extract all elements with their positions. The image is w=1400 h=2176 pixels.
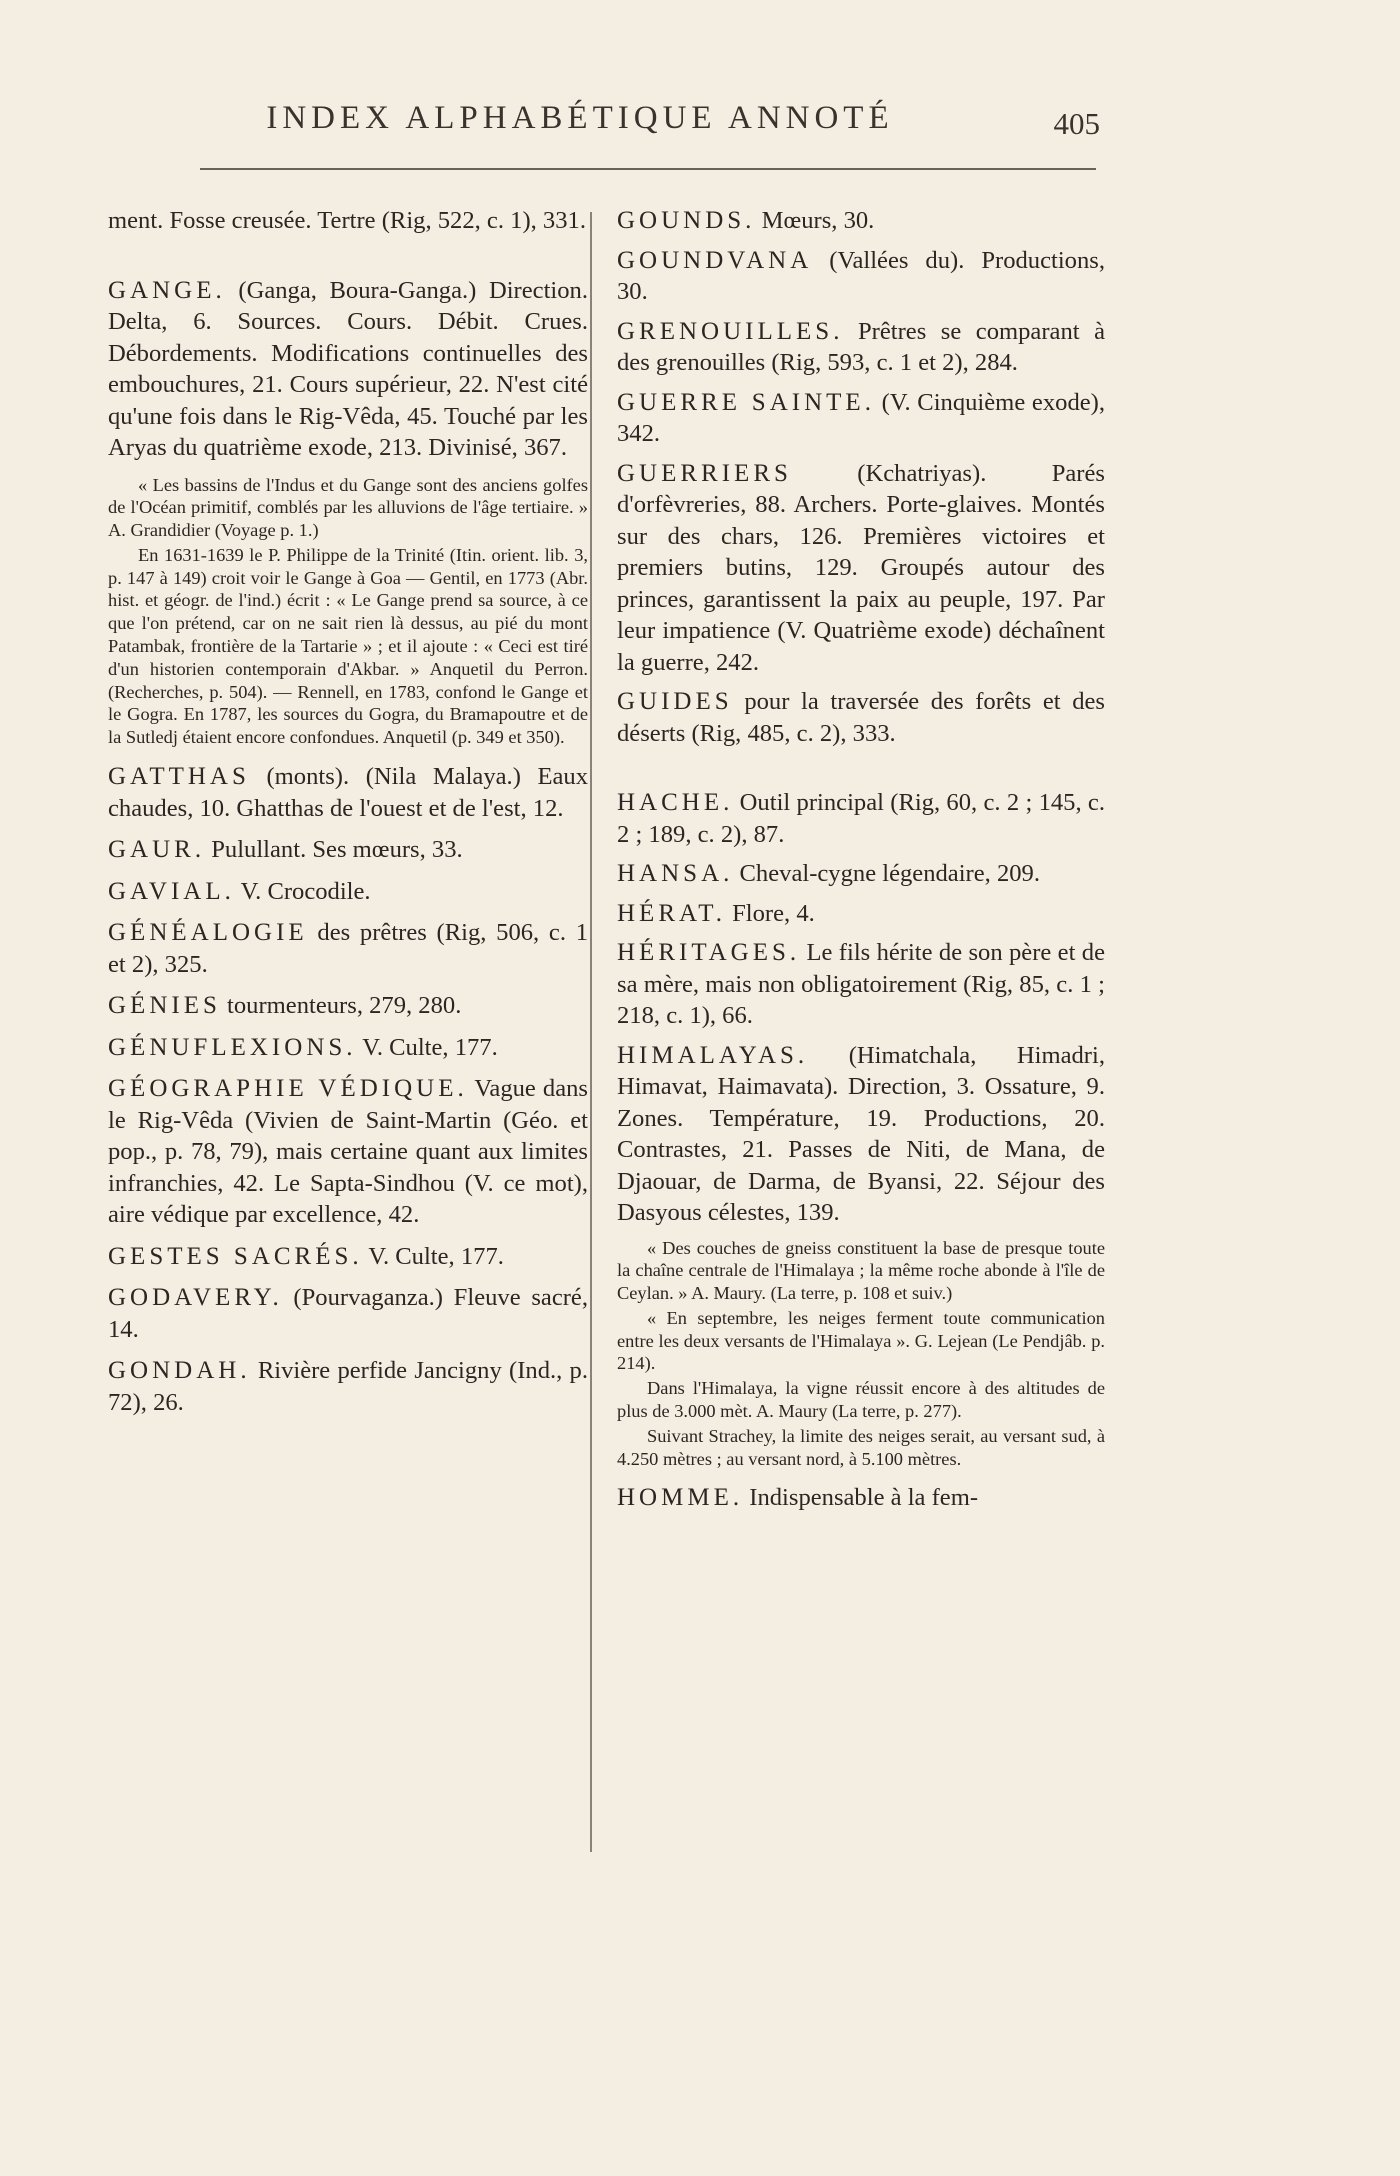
entry-genies — [108, 990, 588, 1022]
headword: GOUNDVANA — [617, 246, 813, 274]
entry-hache — [617, 787, 1105, 850]
column-divider — [590, 212, 592, 1852]
entry-text: (Ganga, Boura-Ganga.) Direction. Delta, 6. Sources. Cours. Débit. Crues. Débordements. Modifications continuelles des embouchures, 21. Cours supérieur, 22. N'est cité qu'une fois dans le Rig-Vêda, 45. Touché par les Aryas du quatrième exode, 213. Divinisé, 367. — [108, 276, 588, 461]
headword: GUERRE SAINTE. — [617, 388, 875, 416]
headword: GUERRIERS — [617, 459, 792, 487]
headword: GÉNÉALOGIE — [108, 919, 308, 947]
entry-gounds — [617, 205, 1105, 237]
entry-homme — [617, 1482, 1105, 1514]
note-paragraph: En 1631-1639 le P. Philippe de la Trinité (Itin. orient. lib. 3, p. 147 à 149) croit voir le Gange à Goa — Gentil, en 1773 (Abr. hist. et géogr. de l'ind.) écrit : « Le Gange prend sa source, à ce que l'on prétend, car on ne sait rien là dessus, au pié du mont Patambak, frontière de la Tartarie » ; et il ajoute : « Ceci est tiré d'un historien contemporain d'Akbar. » Anquetil du Perron. (Recherches, p. 504). — Rennell, en 1783, confond le Gange et le Gogra. En 1787, les sources du Gogra, du Bramapoutre et de la Sutledj étaient encore confondues. Anquetil (p. 349 et 350). — [108, 544, 588, 748]
entry-text: (Himatchala, Himadri, Himavat, Haimavata). Direction, 3. Ossature, 9. Zones. Température, 19. Productions, 20. Contrastes, 21. Passes de Niti, de Mana, de Djaouar, de Darma, de Byansi, 22. Séjour des Dasyous célestes, 139. — [617, 1041, 1105, 1226]
header-rule — [200, 168, 1096, 170]
entry-gavial — [108, 876, 588, 908]
entry-text: V. Culte, 177. — [368, 1242, 504, 1270]
headword: HÉRITAGES. — [617, 939, 801, 966]
page-header — [200, 100, 1100, 150]
headword: HÉRAT. — [617, 899, 726, 927]
headword: GESTES SACRÉS. — [108, 1242, 363, 1270]
headword: GODAVERY. — [108, 1284, 283, 1312]
entry-text: V. Crocodile. — [240, 877, 371, 905]
entry-text: des prêtres (Rig, 506, c. 1 et 2), 325. — [108, 919, 588, 978]
entry-text: pour la traversée des forêts et des déserts (Rig, 485, c. 2), 333. — [617, 688, 1105, 747]
entry-gestes — [108, 1241, 588, 1273]
entry-text: Flore, 4. — [732, 899, 815, 927]
headword: GÉNIES — [108, 992, 221, 1020]
headword: GATTHAS — [108, 763, 250, 791]
headword: HIMALAYAS. — [617, 1041, 809, 1069]
entry-genealogie — [108, 917, 588, 980]
entry-heritages — [617, 937, 1105, 1032]
entry-continuation: ment. Fosse creusée. Tertre (Rig, 522, c. 1), 331. — [108, 207, 586, 234]
note-paragraph: Suivant Strachey, la limite des neiges serait, au versant sud, à 4.250 mètres ; au versant nord, à 5.100 mètres. — [617, 1425, 1105, 1469]
headword: GRENOUILLES. — [617, 317, 844, 345]
entry-text: Indispensable à la fem- — [749, 1484, 979, 1512]
note-gange — [108, 474, 588, 750]
entry-guerriers — [617, 458, 1105, 679]
entry-text: (monts). (Nila Malaya.) Eaux chaudes, 10. Ghatthas de l'ouest et de l'est, 12. — [108, 763, 588, 822]
left-column — [108, 205, 588, 1428]
entry-text: Le fils hérite de son père et de sa mère, mais non obligatoirement (Rig, 85, c. 1 ; 218, c. 1), 66. — [617, 939, 1105, 1029]
note-paragraph: Dans l'Himalaya, la vigne réussit encore à des altitudes de plus de 3.000 mèt. A. Maury (La terre, p. 277). — [617, 1378, 1105, 1422]
note-himalayas — [617, 1237, 1105, 1471]
headword: GONDAH. — [108, 1357, 251, 1385]
entry-text: V. Culte, 177. — [362, 1033, 498, 1061]
entry-gatthas — [108, 761, 588, 824]
headword: GÉNUFLEXIONS. — [108, 1033, 357, 1061]
entry-godavery — [108, 1282, 588, 1345]
entry-text: Vague dans le Rig-Vêda (Vivien de Saint-Martin (Géo. et pop., p. 78, 79), mais certaine quant aux limites infranchies, 42. Le Sapta-Sindhou (V. ce mot), aire védique par excellence, 42. — [108, 1075, 588, 1229]
entry-text: (Kchatriyas). Parés d'orfèvreries, 88. Archers. Porte-glaives. Montés sur des chars, 126. Premières victoires et premiers butins, 129. Groupés autour des princes, garantissent la paix au peuple, 197. Par leur impatience (V. Quatrième exode) déchaînent la guerre, 242. — [617, 459, 1105, 676]
entry-text: Pulullant. Ses mœurs, 33. — [211, 836, 463, 864]
entry-text: Prêtres se comparant à des grenouilles (Rig, 593, c. 1 et 2), 284. — [617, 317, 1105, 376]
entry-goundvana — [617, 245, 1105, 308]
entry-guerre-sainte — [617, 387, 1105, 450]
right-column — [617, 205, 1105, 1522]
entry-himalayas — [617, 1040, 1105, 1229]
entry-hansa — [617, 858, 1105, 890]
headword: HOMME. — [617, 1484, 744, 1512]
entry-guides — [617, 686, 1105, 749]
entry-geographie — [108, 1073, 588, 1231]
entry-text: (Pourvaganza.) Fleuve sacré, 14. — [108, 1284, 588, 1343]
entry-gaur — [108, 834, 588, 866]
entry-grenouilles — [617, 316, 1105, 379]
headword: GAVIAL. — [108, 877, 235, 905]
headword: GAUR. — [108, 836, 206, 864]
entry-text: tourmenteurs, 279, 280. — [227, 992, 462, 1020]
entry-text: Outil principal (Rig, 60, c. 2 ; 145, c. 2 ; 189, c. 2), 87. — [617, 789, 1105, 848]
entry-text: (V. Cinquième exode), 342. — [617, 388, 1105, 447]
headword: GANGE. — [108, 276, 226, 304]
running-title: INDEX ALPHABÉTIQUE ANNOTÉ — [266, 100, 894, 136]
note-paragraph: « Des couches de gneiss constituent la base de presque toute la chaîne centrale de l'Himalaya ; la même roche abonde à l'île de Ceylan. » A. Maury. (La terre, p. 108 et suiv.) — [617, 1237, 1105, 1304]
entry-text: (Vallées du). Productions, 30. — [617, 246, 1105, 305]
entry-genuflexions — [108, 1032, 588, 1064]
note-paragraph: « En septembre, les neiges ferment toute communication entre les deux versants de l'Himalaya ». G. Lejean (Le Pendjâb. p. 214). — [617, 1307, 1105, 1374]
headword: GUIDES — [617, 688, 733, 715]
entry-text: Cheval-cygne légendaire, 209. — [739, 860, 1041, 887]
entry-text: Mœurs, 30. — [761, 207, 875, 234]
headword: HANSA. — [617, 860, 734, 887]
page-number: 405 — [1053, 106, 1100, 141]
entry-gondah — [108, 1355, 588, 1418]
entry-text: Rivière perfide Jancigny (Ind., p. 72), 26. — [108, 1357, 588, 1416]
entry-gange — [108, 275, 588, 464]
entry-herat — [617, 898, 1105, 930]
note-paragraph: « Les bassins de l'Indus et du Gange sont des anciens golfes de l'Océan primitif, comblés par les alluvions de l'âge tertiaire. » A. Grandidier (Voyage p. 1.) — [108, 474, 588, 541]
headword: HACHE. — [617, 789, 734, 816]
headword: GÉOGRAPHIE VÉDIQUE. — [108, 1075, 468, 1103]
headword: GOUNDS. — [617, 207, 756, 234]
